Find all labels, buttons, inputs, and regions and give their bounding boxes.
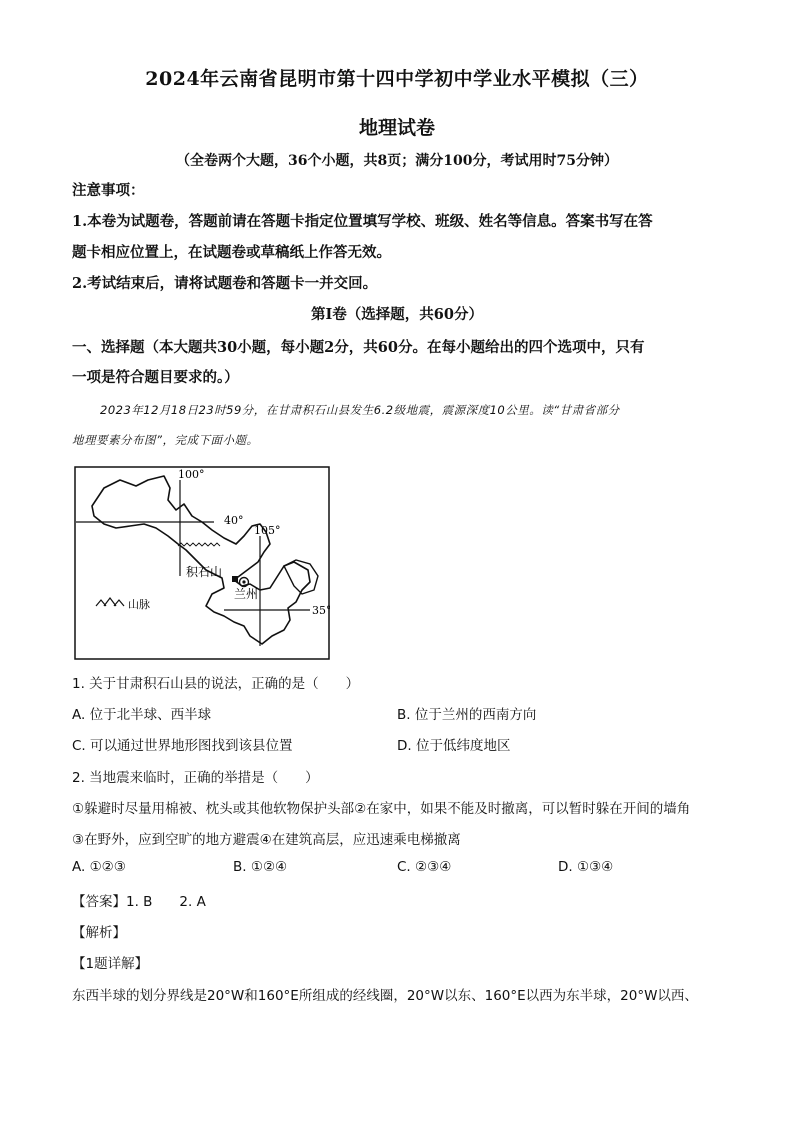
question-2-stem: 2. 当地震来临时，正确的举措是（ ） bbox=[72, 770, 319, 786]
answer-row bbox=[72, 890, 206, 910]
question-2-option-c[interactable]: C. ②③④ bbox=[397, 859, 452, 875]
analysis-sub-label: 【1题详解】 bbox=[72, 956, 149, 972]
question-1-option-d[interactable]: D. 位于低纬度地区 bbox=[397, 738, 511, 754]
passage-line-2: 地理要素分布图”，完成下面小题。 bbox=[72, 433, 259, 447]
label-jishishan: 积石山 bbox=[186, 565, 223, 579]
notice-item-2: 2.考试结束后，请将试题卷和答题卡一并交回。 bbox=[72, 275, 378, 292]
section-instruction-line-2: 一项是符合题目要求的。） bbox=[72, 369, 239, 386]
question-1-option-b[interactable]: B. 位于兰州的西南方向 bbox=[397, 707, 537, 723]
legend-mountain-label: 山脉 bbox=[128, 598, 150, 611]
notice-item-1-line-1: 1.本卷为试题卷，答题前请在答题卡指定位置填写学校、班级、姓名等信息。答案书写在答 bbox=[72, 213, 653, 230]
gansu-map-svg bbox=[74, 466, 330, 660]
question-1-option-a[interactable]: A. 位于北半球、西半球 bbox=[72, 707, 212, 723]
notice-item-1-line-2: 题卡相应位置上，在试题卷或草稿纸上作答无效。 bbox=[72, 244, 391, 261]
subject-title: 地理试卷 bbox=[358, 117, 435, 139]
label-lon-105: 105° bbox=[254, 524, 281, 537]
label-lanzhou: 兰州 bbox=[234, 587, 259, 601]
notice-heading: 注意事项： bbox=[72, 182, 145, 199]
question-2-option-d[interactable]: D. ①③④ bbox=[558, 859, 614, 875]
jishishan-marker-icon bbox=[232, 576, 238, 582]
question-2-option-b[interactable]: B. ①②④ bbox=[233, 859, 288, 875]
gansu-map-figure bbox=[74, 466, 330, 660]
label-lon-100: 100° bbox=[178, 468, 205, 481]
page-title: 2024年云南省昆明市第十四中学初中学业水平模拟（三） bbox=[145, 68, 649, 90]
question-2-option-a[interactable]: A. ①②③ bbox=[72, 859, 126, 875]
question-1-stem: 1. 关于甘肃积石山县的说法，正确的是（ ） bbox=[72, 676, 360, 692]
lanzhou-marker-dot bbox=[242, 580, 245, 583]
passage-line-1: 2023年12月18日23时59分，在甘肃积石山县发生6.2级地震，震源深度10公里。读“甘肃省部分 bbox=[100, 403, 620, 417]
answer-text: 1. B 2. A bbox=[126, 894, 206, 910]
label-lat-40: 40° bbox=[224, 514, 244, 527]
question-2-statements-line-1: ①躲避时尽量用棉被、枕头或其他软物保护头部②在家中，如果不能及时撤离，可以暂时躲在开间的墙角 bbox=[72, 801, 691, 817]
answer-label: 【答案】 bbox=[72, 894, 126, 910]
part-title: 第Ⅰ卷（选择题，共60分） bbox=[311, 306, 483, 323]
section-instruction-line-1: 一、选择题（本大题共30小题，每小题2分，共60分。在每小题给出的四个选项中，只有 bbox=[72, 339, 645, 356]
question-1-option-c[interactable]: C. 可以通过世界地形图找到该县位置 bbox=[72, 738, 293, 754]
analysis-label: 【解析】 bbox=[72, 925, 126, 941]
question-2-statements-line-2: ③在野外，应到空旷的地方避震④在建筑高层，应迅速乘电梯撤离 bbox=[72, 832, 461, 848]
exam-note: （全卷两个大题，36个小题，共8页；满分100分，考试用时75分钟） bbox=[176, 153, 618, 169]
analysis-text: 东西半球的划分界线是20°W和160°E所组成的经线圈，20°W以东、160°E以西为东半球，20°W以西、 bbox=[72, 988, 698, 1004]
label-lat-35: 35° bbox=[312, 604, 330, 617]
